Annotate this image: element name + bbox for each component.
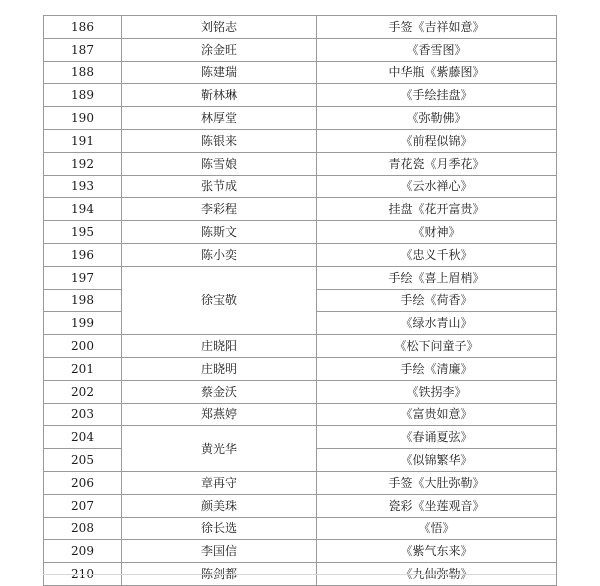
row-number: 193 — [44, 175, 122, 198]
table-row — [44, 16, 557, 39]
artwork-title: 《富贵如意》 — [317, 403, 557, 426]
table-row — [44, 198, 557, 221]
artwork-title: 《九仙弥勒》 — [317, 563, 557, 586]
table-row — [44, 175, 557, 198]
row-number: 203 — [44, 403, 122, 426]
page-bottom-rule — [43, 574, 556, 575]
artist-name: 林厚堂 — [122, 107, 317, 130]
table-row — [44, 221, 557, 244]
artist-name: 徐长选 — [122, 517, 317, 540]
artwork-title: 《前程似锦》 — [317, 129, 557, 152]
artwork-title: 《铁拐李》 — [317, 380, 557, 403]
table-row — [44, 61, 557, 84]
artwork-title: 《财神》 — [317, 221, 557, 244]
table-row — [44, 38, 557, 61]
artwork-title: 《弥勒佛》 — [317, 107, 557, 130]
row-number: 188 — [44, 61, 122, 84]
row-number: 196 — [44, 243, 122, 266]
row-number: 201 — [44, 357, 122, 380]
row-number: 195 — [44, 221, 122, 244]
row-number: 198 — [44, 289, 122, 312]
row-number: 208 — [44, 517, 122, 540]
artist-name: 靳林琳 — [122, 84, 317, 107]
artwork-title: 手绘《喜上眉梢》 — [317, 266, 557, 289]
artist-name: 李国信 — [122, 540, 317, 563]
row-number: 210 — [44, 563, 122, 586]
artwork-title: 《悟》 — [317, 517, 557, 540]
artwork-title: 青花瓷《月季花》 — [317, 152, 557, 175]
table-row — [44, 129, 557, 152]
artist-name: 陈雪娘 — [122, 152, 317, 175]
row-number: 189 — [44, 84, 122, 107]
row-number: 186 — [44, 16, 122, 39]
artwork-title: 《绿水青山》 — [317, 312, 557, 335]
table-row — [44, 403, 557, 426]
row-number: 204 — [44, 426, 122, 449]
table-row — [44, 471, 557, 494]
artwork-title: 《云水禅心》 — [317, 175, 557, 198]
table-row — [44, 243, 557, 266]
artist-name: 庄晓阳 — [122, 335, 317, 358]
artist-name: 黄光华 — [122, 426, 317, 472]
row-number: 205 — [44, 449, 122, 472]
row-number: 206 — [44, 471, 122, 494]
row-number: 209 — [44, 540, 122, 563]
row-number: 192 — [44, 152, 122, 175]
artwork-title: 《紫气东来》 — [317, 540, 557, 563]
table-row — [44, 357, 557, 380]
row-number: 191 — [44, 129, 122, 152]
artist-name: 陈剑都 — [122, 563, 317, 586]
artist-name: 庄晓明 — [122, 357, 317, 380]
artist-name: 陈银来 — [122, 129, 317, 152]
table-row — [44, 540, 557, 563]
artist-name: 章再守 — [122, 471, 317, 494]
artwork-title: 瓷彩《坐莲观音》 — [317, 494, 557, 517]
artwork-title: 《似锦繁华》 — [317, 449, 557, 472]
row-number: 200 — [44, 335, 122, 358]
artist-name: 郑燕婷 — [122, 403, 317, 426]
artist-name: 徐宝敬 — [122, 266, 317, 334]
artist-name: 陈斯文 — [122, 221, 317, 244]
artist-name: 刘铭志 — [122, 16, 317, 39]
table-row — [44, 152, 557, 175]
artwork-title: 手签《大肚弥勒》 — [317, 471, 557, 494]
artwork-title: 手签《吉祥如意》 — [317, 16, 557, 39]
artist-name: 涂金旺 — [122, 38, 317, 61]
table-row — [44, 426, 557, 449]
artist-name: 陈小奕 — [122, 243, 317, 266]
artwork-title: 《香雪图》 — [317, 38, 557, 61]
row-number: 187 — [44, 38, 122, 61]
table-row — [44, 84, 557, 107]
table-row — [44, 266, 557, 289]
artwork-title: 《忠义千秋》 — [317, 243, 557, 266]
artist-name: 张节成 — [122, 175, 317, 198]
row-number: 197 — [44, 266, 122, 289]
artwork-title: 手绘《清廉》 — [317, 357, 557, 380]
artist-name: 李彩程 — [122, 198, 317, 221]
artwork-title: 挂盘《花开富贵》 — [317, 198, 557, 221]
row-number: 199 — [44, 312, 122, 335]
row-number: 194 — [44, 198, 122, 221]
artwork-title: 中华瓶《紫藤图》 — [317, 61, 557, 84]
artwork-title: 《手绘挂盘》 — [317, 84, 557, 107]
artwork-title: 手绘《荷香》 — [317, 289, 557, 312]
artist-name: 蔡金沃 — [122, 380, 317, 403]
row-number: 190 — [44, 107, 122, 130]
table-row — [44, 335, 557, 358]
table-row — [44, 107, 557, 130]
row-number: 207 — [44, 494, 122, 517]
table-row — [44, 380, 557, 403]
artwork-title: 《松下问童子》 — [317, 335, 557, 358]
artist-name: 陈建瑞 — [122, 61, 317, 84]
artwork-list-table — [43, 15, 557, 586]
artwork-title: 《春诵夏弦》 — [317, 426, 557, 449]
table-row — [44, 494, 557, 517]
artist-name: 颜美珠 — [122, 494, 317, 517]
row-number: 202 — [44, 380, 122, 403]
table-row — [44, 517, 557, 540]
